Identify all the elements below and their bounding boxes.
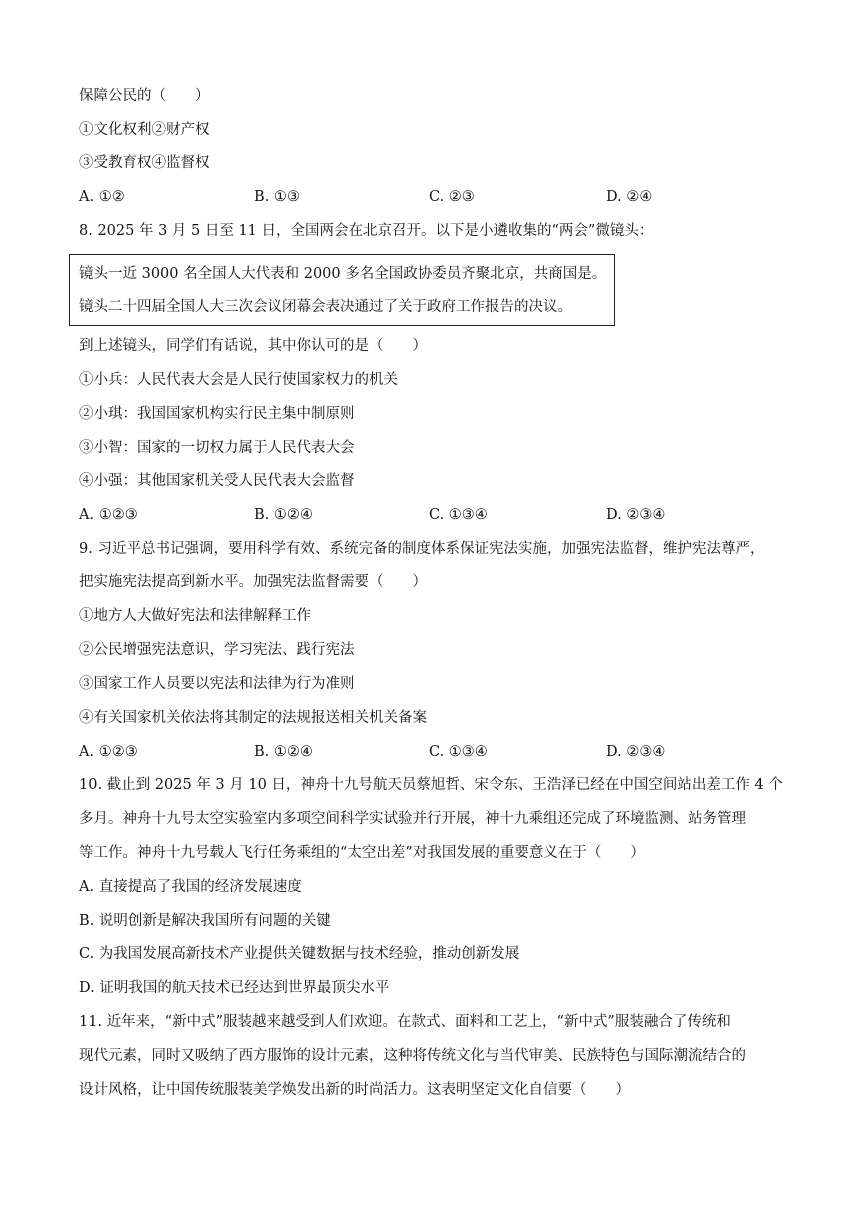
q8-option-d[interactable]: D. ②③④ bbox=[606, 507, 666, 523]
q9-option-a[interactable]: A. ①②③ bbox=[79, 744, 138, 760]
q7-option-a[interactable]: A. ①② bbox=[79, 189, 125, 205]
q8-scene-1: 镜头一近 3000 名全国人大代表和 2000 多名全国政协委员齐聚北京，共商国是。 bbox=[79, 266, 607, 282]
q10-choice-d[interactable]: D. 证明我国的航天技术已经达到世界最顶尖水平 bbox=[79, 980, 390, 996]
q8-scene-box bbox=[69, 254, 615, 326]
q11-stem-line-2: 现代元素，同时又吸纳了西方服饰的设计元素，这种将传统文化与当代审美、民族特色与国际潮流结合的 bbox=[79, 1048, 746, 1064]
q8-scene-2: 镜头二十四届全国人大三次会议闭幕会表决通过了关于政府工作报告的决议。 bbox=[79, 299, 572, 315]
q7-stem-tail: 保障公民的（ ） bbox=[79, 88, 210, 104]
q8-option-a[interactable]: A. ①②③ bbox=[79, 507, 138, 523]
q8-option-b[interactable]: B. ①②④ bbox=[254, 507, 313, 523]
q7-item-1: ①文化权利②财产权 bbox=[79, 122, 210, 138]
q9-stem-line-1: 9. 习近平总书记强调，要用科学有效、系统完备的制度体系保证宪法实施，加强宪法监督，维护宪法尊严， bbox=[79, 541, 765, 557]
q10-choice-c[interactable]: C. 为我国发展高新技术产业提供关键数据与技术经验，推动创新发展 bbox=[79, 946, 520, 962]
q9-stem-line-2: 把实施宪法提高到新水平。加强宪法监督需要（ ） bbox=[79, 574, 427, 590]
q10-stem-line-1: 10. 截止到 2025 年 3 月 10 日，神舟十九号航天员蔡旭哲、宋令东、王浩泽已经在中国空间站出差工作 4 个 bbox=[79, 777, 783, 793]
q7-options bbox=[79, 187, 779, 207]
q8-stem: 8. 2025 年 3 月 5 日至 11 日，全国两会在北京召开。以下是小遴收集的“两会”微镜头： bbox=[79, 223, 654, 239]
q7-option-b[interactable]: B. ①③ bbox=[254, 189, 300, 205]
q9-option-b[interactable]: B. ①②④ bbox=[254, 744, 313, 760]
q8-item-2: ②小琪：我国国家机构实行民主集中制原则 bbox=[79, 406, 355, 422]
q9-option-c[interactable]: C. ①③④ bbox=[429, 744, 488, 760]
q7-option-d[interactable]: D. ②④ bbox=[606, 189, 653, 205]
q10-choice-a[interactable]: A. 直接提高了我国的经济发展速度 bbox=[79, 879, 302, 895]
q11-stem-line-3: 设计风格，让中国传统服装美学焕发出新的时尚活力。这表明坚定文化自信要（ ） bbox=[79, 1082, 630, 1098]
q10-stem-line-2: 多月。神舟十九号太空实验室内多项空间科学实试验并行开展，神十九乘组还完成了环境监测、站务管理 bbox=[79, 811, 746, 827]
q7-item-2: ③受教育权④监督权 bbox=[79, 155, 210, 171]
q9-item-2: ②公民增强宪法意识，学习宪法、践行宪法 bbox=[79, 642, 355, 658]
q8-options bbox=[79, 505, 779, 525]
q8-question: 到上述镜头，同学们有话说，其中你认可的是（ ） bbox=[79, 338, 427, 354]
q9-item-3: ③国家工作人员要以宪法和法律为行为准则 bbox=[79, 676, 355, 692]
q8-option-c[interactable]: C. ①③④ bbox=[429, 507, 488, 523]
q9-option-d[interactable]: D. ②③④ bbox=[606, 744, 666, 760]
q9-item-4: ④有关国家机关依法将其制定的法规报送相关机关备案 bbox=[79, 710, 427, 726]
q10-stem-line-3: 等工作。神舟十九号载人飞行任务乘组的“太空出差”对我国发展的重要意义在于（ ） bbox=[79, 845, 645, 861]
q8-item-1: ①小兵：人民代表大会是人民行使国家权力的机关 bbox=[79, 372, 398, 388]
q9-item-1: ①地方人大做好宪法和法律解释工作 bbox=[79, 608, 311, 624]
q11-stem-line-1: 11. 近年来，“新中式”服装越来越受到人们欢迎。在款式、面料和工艺上，“新中式”服装融合了传统和 bbox=[79, 1014, 731, 1030]
q8-item-3: ③小智：国家的一切权力属于人民代表大会 bbox=[79, 440, 355, 456]
q10-choice-b[interactable]: B. 说明创新是解决我国所有问题的关键 bbox=[79, 913, 331, 929]
q8-item-4: ④小强：其他国家机关受人民代表大会监督 bbox=[79, 473, 355, 489]
q9-options bbox=[79, 742, 779, 762]
q7-option-c[interactable]: C. ②③ bbox=[429, 189, 475, 205]
